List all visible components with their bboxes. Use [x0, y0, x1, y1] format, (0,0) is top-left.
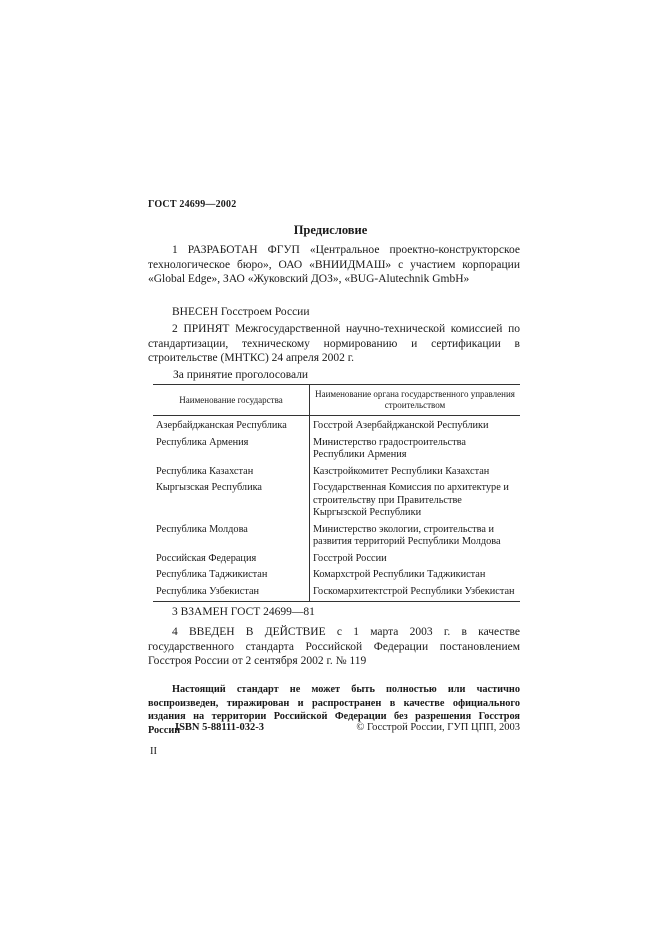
state-cell: Республика Узбекистан	[153, 585, 310, 602]
section-developed	[148, 243, 520, 287]
authority-cell: Госстрой Азербайджанской Республики	[313, 420, 489, 431]
authority-cell: Комархстрой Республики Таджикистан	[313, 569, 486, 580]
replaced-text: 3 ВЗАМЕН ГОСТ 24699—81	[172, 606, 315, 618]
adopted-text: 2 ПРИНЯТ Межгосударственной научно-технической комиссией по стандартизации, техническому нормированию и сертификации в строительстве (МНТКС) 24 апреля 2002 г.	[148, 323, 520, 364]
state-cell: Российская Федерация	[153, 552, 310, 569]
table-row	[153, 552, 520, 569]
table-row	[153, 585, 520, 602]
section-enacted	[148, 625, 520, 669]
table-row	[153, 523, 520, 552]
state-cell: Кыргызская Республика	[153, 481, 310, 523]
column-header-state: Наименование государства	[153, 385, 310, 416]
state-cell: Республика Казахстан	[153, 465, 310, 482]
table-row	[153, 568, 520, 585]
copyright-line: © Госстрой России, ГУП ЦПП, 2003	[356, 722, 520, 733]
introduced-text: ВНЕСЕН Госстроем России	[172, 306, 310, 318]
section-replaced	[148, 605, 520, 620]
authority-cell: Государственная Комиссия по архитектуре и строительству при Правительстве Кыргызской Республики	[313, 482, 509, 518]
table-header-row	[153, 385, 520, 416]
table-row	[153, 481, 520, 523]
state-cell: Азербайджанская Республика	[153, 416, 310, 436]
page-title: Предисловие	[293, 223, 368, 237]
enacted-text: 4 ВВЕДЕН В ДЕЙСТВИЕ с 1 марта 2003 г. в качестве государственного стандарта Российской Федерации постановлением Госстроя России от 2 сентября 2002 г. № 119	[148, 626, 520, 667]
authority-cell: Министерство градостроительства Республики Армения	[313, 436, 466, 460]
section-adopted	[148, 322, 520, 366]
table-row	[153, 416, 520, 436]
voting-table	[153, 384, 520, 602]
document-code: ГОСТ 24699—2002	[148, 199, 237, 210]
isbn: ISBN 5-88111-032-3	[175, 722, 264, 733]
state-cell: Республика Армения	[153, 436, 310, 465]
developed-text: 1 РАЗРАБОТАН ФГУП «Центральное проектно-конструкторское технологическое бюро», ОАО «ВНИИДМАШ» с участием корпорации «Global Edge», ЗАО «Жуковский ДОЗ», «BUG-Alutechnik GmbH»	[148, 244, 520, 285]
section-introduced	[148, 305, 520, 320]
state-cell: Республика Молдова	[153, 523, 310, 552]
column-header-authority: Наименование органа государственного управления строительством	[310, 385, 521, 416]
state-cell: Республика Таджикистан	[153, 568, 310, 585]
table-row	[153, 465, 520, 482]
authority-cell: Министерство экологии, строительства и развития территорий Республики Молдова	[313, 523, 501, 547]
notice-text: Настоящий стандарт не может быть полностью или частично воспроизведен, тиражирован и распространен в качестве официального издания на территории Российской Федерации без разрешения Госстроя России	[148, 684, 520, 736]
voted-caption: За принятие проголосовали	[173, 369, 309, 381]
authority-cell: Казстройкомитет Республики Казахстан	[313, 465, 490, 477]
authority-cell: Госстрой России	[313, 552, 387, 564]
table-row	[153, 436, 520, 465]
authority-cell: Госкомархитектстрой Республики Узбекистан	[310, 585, 521, 602]
page-number: II	[150, 746, 157, 757]
